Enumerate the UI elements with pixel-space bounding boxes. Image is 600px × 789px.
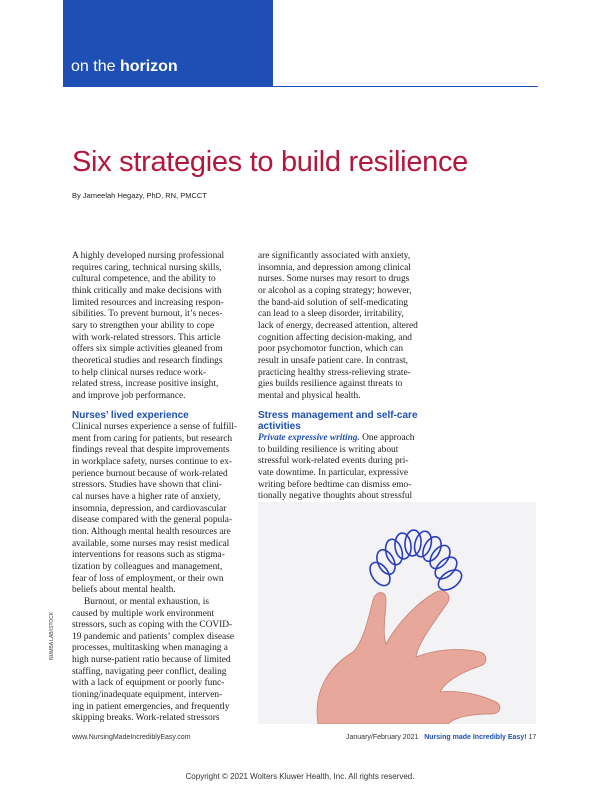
text-line: the band-aid solution of self-medicating bbox=[258, 297, 408, 308]
text-line: interventions for reasons such as stigma- bbox=[72, 550, 225, 561]
text-line: writing before bedtime can dismiss emo- bbox=[258, 479, 412, 490]
text-line: available, some nurses may resist medical bbox=[72, 538, 230, 549]
text-line: fear of loss of employment, or their own bbox=[72, 573, 224, 584]
text-line: disease compared with the general popula- bbox=[72, 515, 233, 526]
text-line: in workplace safety, nurses continue to ex- bbox=[72, 456, 233, 467]
text-line: insomnia, and depression among clinical bbox=[258, 262, 411, 273]
text-line: or alcohol as a coping strategy; however, bbox=[258, 285, 412, 296]
text-line: with a lack of equipment or poorly func- bbox=[72, 678, 225, 689]
column-2-body bbox=[258, 251, 418, 403]
text-line: insomnia, depression, and cardiovascular bbox=[72, 503, 227, 514]
text-line bbox=[258, 433, 414, 445]
text-line: to building resilience is writing about bbox=[258, 444, 399, 455]
text-line: think critically and make decisions with bbox=[72, 285, 222, 296]
text-line: processes, multitasking when managing a bbox=[72, 643, 228, 654]
text-line: Clinical nurses experience a sense of fulfill- bbox=[72, 422, 238, 432]
text-line: limited resources and increasing respon- bbox=[72, 297, 224, 308]
text-line: stressors, such as coping with the COVID- bbox=[72, 620, 233, 631]
text-line: tionally negative thoughts about stressful bbox=[258, 491, 413, 502]
footer-issue-date: January/February 2021 bbox=[346, 734, 419, 741]
text-line: skipping breaks. Work-related stressors bbox=[72, 713, 220, 724]
text-line: poor psychomotor function, which can bbox=[258, 344, 404, 355]
text-line: gies builds resilience against threats to bbox=[258, 379, 403, 390]
text-line: ing in patient emergencies, and frequently bbox=[72, 701, 230, 712]
heading-line: Stress management and self-care bbox=[258, 410, 418, 421]
text-line: cognition affecting decision-making, and bbox=[258, 332, 412, 343]
text-line: and improve job performance. bbox=[72, 390, 186, 401]
text-line: with work-related stressors. This article bbox=[72, 332, 221, 343]
footer-journal: Nursing made Incredibly Easy! bbox=[424, 734, 527, 741]
text-line: sibilities. To prevent burnout, it’s neces- bbox=[72, 309, 223, 320]
text-line: to help clinical nurses reduce work- bbox=[72, 367, 207, 378]
text-line: cultural competence, and the ability to bbox=[72, 274, 216, 285]
text-line: caused by multiple work environment bbox=[72, 608, 215, 619]
text-line: sary to strengthen your ability to cope bbox=[72, 320, 215, 331]
text-line: mental and physical health. bbox=[258, 390, 361, 401]
text-line: requires caring, technical nursing skills, bbox=[72, 262, 222, 273]
copyright-notice: Copyright © 2021 Wolters Kluwer Health, Inc. All rights reserved. bbox=[185, 772, 415, 781]
hand-spring-illustration bbox=[258, 502, 536, 724]
footer-website[interactable]: www.NursingMadeIncrediblyEasy.com bbox=[72, 734, 191, 741]
text-line: related stress, increase positive insight, bbox=[72, 379, 219, 390]
lead-in-rest: One approach bbox=[359, 433, 415, 443]
text-line: ment from caring for patients, but research bbox=[72, 433, 233, 444]
text-line: Burnout, or mental exhaustion, is bbox=[84, 596, 209, 607]
section-heading-stress-management bbox=[258, 410, 418, 432]
heading-line: activities bbox=[258, 421, 301, 432]
text-line: result in unsafe patient care. In contrast, bbox=[258, 355, 408, 366]
text-line: perience burnout because of work-related bbox=[72, 468, 228, 479]
text-line: tization by colleagues and management, bbox=[72, 561, 223, 572]
header-rule bbox=[63, 86, 538, 87]
text-line: 19 pandemic and patients’ complex disease bbox=[72, 631, 235, 642]
section-label bbox=[71, 58, 178, 76]
section-label-emphasis: horizon bbox=[119, 58, 178, 75]
text-line: can lead to a sleep disorder, irritability, bbox=[258, 309, 404, 320]
lead-in-writing: Private expressive writing. bbox=[258, 433, 360, 443]
text-line: nurses. Some nurses may resort to drugs bbox=[258, 274, 410, 285]
text-line: practicing healthy stress-relieving strate- bbox=[258, 367, 411, 378]
article-byline: By Jameelah Hegazy, PhD, RN, PMCCT bbox=[72, 191, 207, 200]
text-line: high nurse-patient ratio because of limited bbox=[72, 655, 231, 666]
text-line: staffing, navigating peer conflict, dealing bbox=[72, 666, 227, 677]
text-line: theoretical studies and research findings bbox=[72, 355, 223, 366]
text-line: are significantly associated with anxiety, bbox=[258, 251, 411, 261]
text-line: offers six simple activities gleaned from bbox=[72, 344, 223, 355]
section-label-prefix: on the bbox=[71, 58, 116, 75]
section-banner bbox=[63, 0, 273, 86]
footer-issue bbox=[346, 734, 536, 741]
text-line: A highly developed nursing professional bbox=[72, 251, 225, 261]
text-line: stressors. Studies have shown that clini- bbox=[72, 480, 222, 491]
photo-hand-spring bbox=[258, 502, 536, 724]
footer-page-number: 17 bbox=[528, 734, 537, 741]
text-line: findings reveal that despite improvements bbox=[72, 445, 230, 456]
column-1-intro bbox=[72, 251, 224, 403]
text-line: cal nurses have a higher rate of anxiety, bbox=[72, 491, 221, 502]
text-line: lack of energy, decreased attention, altered bbox=[258, 320, 418, 331]
text-line: tion. Although mental health resources are bbox=[72, 526, 231, 537]
article-title: Six strategies to build resilience bbox=[72, 146, 468, 178]
text-line: vate downtime. In particular, expressive bbox=[258, 467, 409, 478]
text-line: beliefs about mental health. bbox=[72, 585, 176, 596]
section-heading-lived-experience: Nurses’ lived experience bbox=[72, 410, 189, 421]
text-line: stressful work-related events during pri- bbox=[258, 456, 409, 467]
photo-credit: NUMBA LAB/iSTOCK bbox=[49, 611, 55, 660]
text-line: tioning/inadequate equipment, interven- bbox=[72, 690, 223, 701]
column-1-body bbox=[72, 422, 237, 725]
